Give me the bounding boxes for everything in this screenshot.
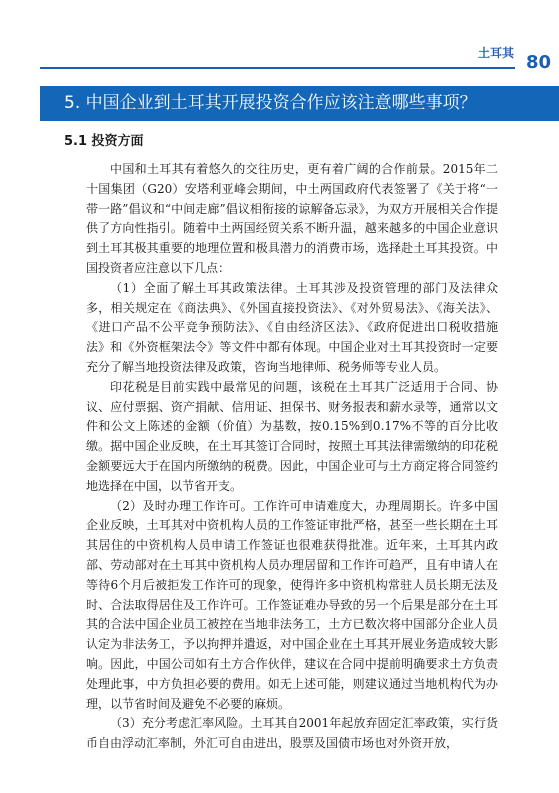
paragraph-intro: 中国和土耳其有着悠久的交往历史，更有着广阔的合作前景。2015年二十国集团（G20）安塔利亚峰会期间，中土两国政府代表签署了《关于将“一带一路”倡议和“中间走廊”倡议相衔接的谅解备忘录》，为双方开展相关合作提供了方向性指引。随着中土两国经贸关系不断升温，越来越多的中国企业意识到土耳其极其重要的地理位置和极具潜力的消费市场，选择赴土耳其投资。中国投资者应注意以下几点： xyxy=(86,162,498,275)
body-text xyxy=(86,160,498,754)
header-country-label: 土耳其 xyxy=(477,46,514,60)
page-number: 80 xyxy=(525,52,551,73)
running-header xyxy=(0,0,559,74)
section-title: 5. 中国企业到土耳其开展投资合作应该注意哪些事项？ xyxy=(64,93,477,113)
section-banner xyxy=(40,86,559,121)
header-rule xyxy=(40,67,515,69)
paragraph-exchange-rate: （3）充分考虑汇率风险。土耳其自2001年起放弃固定汇率政策，实行货币自由浮动汇率制，外汇可自由进出，股票及国债市场也对外资开放， xyxy=(86,716,498,751)
subsection-title: 5.1 投资方面 xyxy=(64,134,144,149)
paragraph-work-permit: （2）及时办理工作许可。工作许可申请难度大，办理周期长。许多中国企业反映，土耳其对中资机构人员的工作签证审批严格，甚至一些长期在土耳其居住的中资机构人员申请工作签证也很难获得批准。近年来，土耳其内政部、劳动部对在土耳其中资机构人员办理居留和工作许可趋严，且有申请人在等待6个月后被拒发工作许可的现象，使得许多中资机构常驻人员长期无法及时、合法取得居住及工作许可。工作签证难办导致的另一个后果是部分在土耳其的合法中国企业员工被控在当地非法务工，土方已数次将中国部分企业人员认定为非法务工，予以拘押并遣返，对中国企业在土耳其开展业务造成较大影响。因此，中国公司如有土方合作伙伴，建议在合同中提前明确要求土方负责处理此事，中方负担必要的费用。如无上述可能，则建议通过当地机构代为办理，以节省时间及避免不必要的麻烦。 xyxy=(86,498,498,711)
paragraph-policy-law: （1）全面了解土耳其政策法律。土耳其涉及投资管理的部门及法律众多，相关规定在《商法典》、《外国直接投资法》、《对外贸易法》、《海关法》、《进口产品不公平竞争预防法》、《自由经济区法》、《政府促进出口税收措施法》和《外资框架法令》等文件中都有体现。中国企业对土耳其投资时一定要充分了解当地投资法律及政策，咨询当地律师、税务师等专业人员。 xyxy=(86,280,498,374)
paragraph-stamp-tax: 印花税是目前实践中最常见的问题，该税在土耳其广泛适用于合同、协议、应付票据、资产捐献、信用证、担保书、财务报表和薪水录等，通常以文件和公文上陈述的金额（价值）为基数，按0.15%到0.17%不等的百分比收缴。据中国企业反映，在土耳其签订合同时，按照土耳其法律需缴纳的印花税金额要远大于在国内所缴纳的税费。因此，中国企业可与土方商定将合同签约地选择在中国，以节省开支。 xyxy=(86,379,498,493)
